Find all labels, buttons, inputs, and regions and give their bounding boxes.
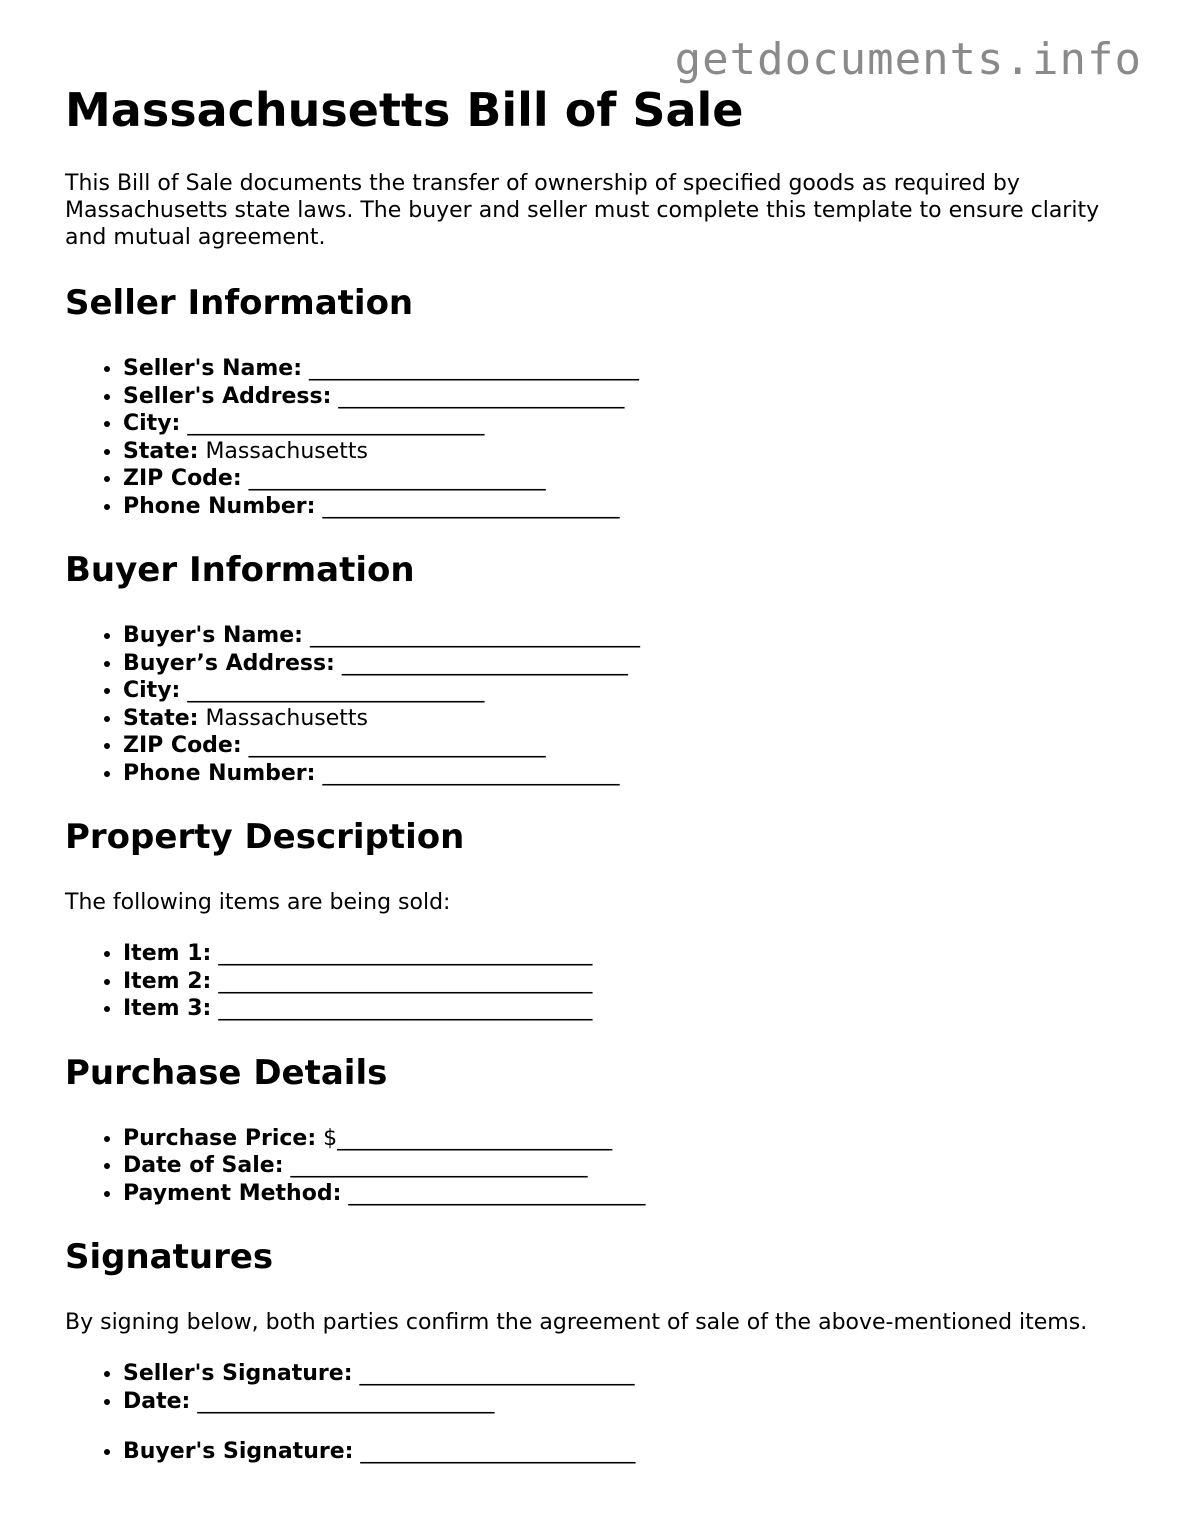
seller-name-field [123,355,1125,383]
field-label: Buyer’s Address: [123,650,335,676]
payment-method-field [123,1180,1125,1208]
field-label: Date of Sale: [123,1153,284,1178]
field-label: Date: [123,1388,191,1414]
seller-address-field [123,383,1125,411]
field-label: ZIP Code: [123,466,242,491]
signatures-intro-text: By signing below, both parties confirm the agreement of sale of the above-mentioned items. [65,1310,1088,1335]
field-blank[interactable]: ___________________________ [322,760,620,786]
property-item-1 [123,940,1125,968]
seller-field-list [65,355,1125,520]
seller-signature-list [65,1360,1125,1415]
field-label: Item 1: [123,941,212,966]
field-blank[interactable]: ___________________________ [348,1180,646,1206]
buyer-phone-field [123,760,1125,788]
field-blank[interactable]: __________________________ [338,383,625,409]
date-of-sale-field [123,1152,1125,1180]
field-blank[interactable]: ______________________________ [309,356,640,381]
document-page [65,80,1125,1466]
field-blank[interactable]: ___________________________ [290,1153,588,1178]
buyer-zip-field [123,732,1125,760]
seller-signature-field [123,1360,1125,1388]
field-label: City: [123,411,181,436]
purchase-price-field [123,1125,1125,1153]
field-blank[interactable]: __________________________________ [218,941,593,966]
field-label: Item 3: [123,996,212,1021]
buyer-field-list [65,622,1125,787]
field-label: Seller's Name: [123,356,303,381]
field-label: State: [123,438,199,464]
watermark: getdocuments.info [674,34,1142,85]
field-blank[interactable]: ___________________________ [322,493,620,519]
intro-paragraph: This Bill of Sale documents the transfer of ownership of specified goods as required by Massachusetts state laws. The buyer and seller must complete this template to ensure clarity and mutual agreement. [65,171,1100,250]
field-blank[interactable]: ___________________________ [248,466,546,491]
seller-city-field [123,410,1125,438]
seller-signature-date-field [123,1388,1125,1416]
field-label: ZIP Code: [123,733,242,758]
field-blank[interactable]: __________________________ [341,650,628,676]
field-label: Seller's Signature: [123,1361,353,1386]
buyer-section-heading: Buyer Information [65,550,415,590]
field-label: Item 2: [123,968,212,994]
field-label: City: [123,678,181,703]
field-blank[interactable]: ___________________________ [197,1388,495,1414]
property-intro-text: The following items are being sold: [65,890,451,915]
document-title: Massachusetts Bill of Sale [65,83,744,137]
buyer-signature-field [123,1438,1125,1466]
field-blank[interactable]: _________________________ [359,1361,635,1386]
field-blank[interactable]: ___________________________ [248,733,546,758]
field-label: Phone Number: [123,493,316,519]
buyer-signature-list [65,1438,1125,1466]
signatures-section-heading: Signatures [65,1237,274,1277]
seller-state-field [123,438,1125,466]
field-blank[interactable]: __________________________________ [218,968,593,994]
field-blank[interactable]: ______________________________ [309,623,640,648]
property-item-2 [123,968,1125,996]
field-label: Phone Number: [123,760,316,786]
field-value: Massachusetts [205,705,369,731]
property-section-heading: Property Description [65,817,465,857]
field-blank[interactable]: __________________________________ [218,996,593,1021]
property-item-3 [123,995,1125,1023]
buyer-city-field [123,677,1125,705]
purchase-field-list [65,1125,1125,1208]
field-label: Payment Method: [123,1180,342,1206]
buyer-address-field [123,650,1125,678]
seller-zip-field [123,465,1125,493]
field-label: Purchase Price: [123,1125,317,1151]
field-label: Seller's Address: [123,383,332,409]
field-blank[interactable]: ___________________________ [187,678,485,703]
field-label: Buyer's Name: [123,623,303,648]
buyer-name-field [123,622,1125,650]
field-value: Massachusetts [205,438,369,464]
field-blank[interactable]: ___________________________ [187,411,485,436]
field-label: Buyer's Signature: [123,1439,354,1464]
field-blank[interactable]: $_________________________ [323,1125,613,1151]
field-blank[interactable]: _________________________ [360,1439,636,1464]
field-label: State: [123,705,199,731]
purchase-section-heading: Purchase Details [65,1052,388,1093]
seller-section-heading: Seller Information [65,283,414,323]
property-item-list [65,940,1125,1023]
buyer-state-field [123,705,1125,733]
seller-phone-field [123,493,1125,521]
